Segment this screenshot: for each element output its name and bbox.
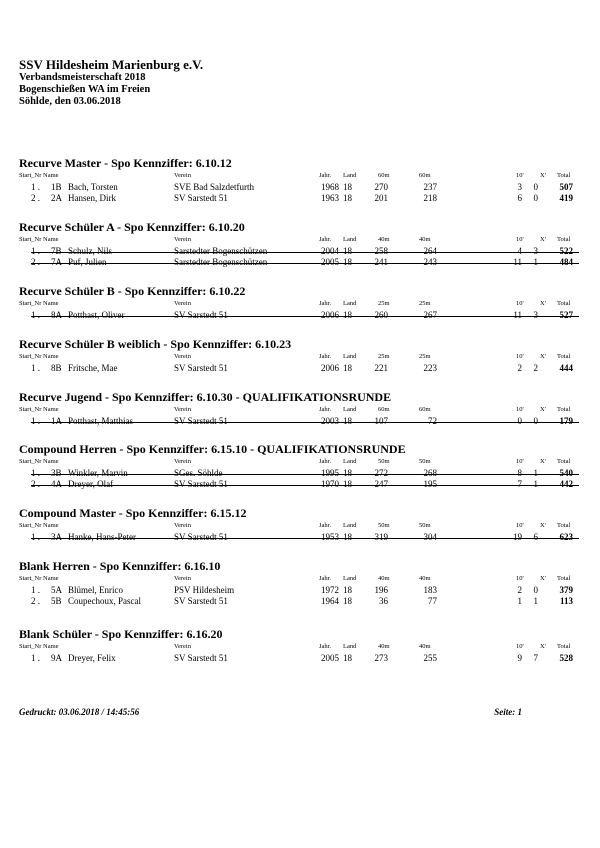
x-count: 0	[533, 193, 538, 203]
total-score: 507	[559, 182, 573, 192]
score-1: 196	[374, 585, 388, 595]
header-jahr: Jahr.	[319, 643, 332, 650]
score-2: 267	[423, 310, 437, 320]
score-2: 218	[423, 193, 437, 203]
score-1: 319	[374, 532, 388, 542]
header-start-nr: Start_Nr	[19, 522, 42, 529]
section-title: Compound Master - Spo Kennziffer: 6.15.12	[19, 506, 247, 520]
region: 18	[343, 257, 352, 267]
header-tens: 10'	[516, 300, 524, 307]
header-distance-2: 40m	[419, 575, 431, 582]
header-tens: 10'	[516, 406, 524, 413]
header-distance-2: 60m	[419, 172, 431, 179]
region: 18	[343, 653, 352, 663]
table-row	[19, 310, 579, 321]
total-score: 522	[559, 246, 573, 256]
rank: 1 .	[31, 653, 40, 663]
header-total: Total	[557, 575, 571, 582]
region: 18	[343, 585, 352, 595]
total-score: 113	[559, 596, 573, 606]
result-section	[19, 626, 579, 664]
header-land: Land	[343, 643, 357, 650]
score-1: 201	[374, 193, 388, 203]
header-x: X'	[540, 300, 546, 307]
x-count: 1	[533, 257, 538, 267]
club: SGes. Söhlde	[174, 468, 223, 478]
score-1: 36	[379, 596, 388, 606]
header-distance-2: 25m	[419, 300, 431, 307]
result-section	[19, 441, 579, 490]
header-name: Name	[43, 353, 59, 360]
tens-count: 1	[517, 596, 522, 606]
region: 18	[343, 468, 352, 478]
rank: 2 .	[31, 596, 40, 606]
start-number: 2A	[51, 193, 62, 203]
column-header-row	[19, 352, 579, 363]
start-number: 3A	[51, 532, 62, 542]
header-distance-1: 60m	[378, 172, 390, 179]
total-score: 484	[559, 257, 573, 267]
header-jahr: Jahr.	[319, 300, 332, 307]
region: 18	[343, 246, 352, 256]
header-start-nr: Start_Nr	[19, 236, 42, 243]
header-total: Total	[557, 236, 571, 243]
x-count: 0	[533, 585, 538, 595]
birth-year: 2006	[321, 363, 339, 373]
x-count: 1	[533, 468, 538, 478]
rank: 1 .	[31, 468, 40, 478]
header-start-nr: Start_Nr	[19, 643, 42, 650]
header-tens: 10'	[516, 575, 524, 582]
score-1: 241	[374, 257, 388, 267]
birth-year: 2006	[321, 310, 339, 320]
header-name: Name	[43, 643, 59, 650]
birth-year: 2004	[321, 246, 339, 256]
athlete-name: Hansen, Dirk	[68, 193, 116, 203]
header-tens: 10'	[516, 236, 524, 243]
club: SV Sarstedt 51	[174, 653, 228, 663]
table-row	[19, 479, 579, 490]
club: SVE Bad Salzdetfurth	[174, 182, 254, 192]
header-name: Name	[43, 406, 59, 413]
club: Sarstedter Bogenschützen	[174, 257, 268, 267]
region: 18	[343, 310, 352, 320]
result-section	[19, 336, 579, 374]
rank: 1 .	[31, 246, 40, 256]
column-header-row	[19, 642, 579, 653]
column-header-row	[19, 405, 579, 416]
club: SV Sarstedt 51	[174, 363, 228, 373]
header-distance-1: 40m	[378, 575, 390, 582]
score-1: 247	[374, 479, 388, 489]
total-score: 527	[559, 310, 573, 320]
result-section	[19, 155, 579, 204]
rank: 1 .	[31, 416, 40, 426]
header-jahr: Jahr.	[319, 353, 332, 360]
header-verein: Verein	[174, 353, 191, 360]
score-2: 243	[423, 257, 437, 267]
discipline-name: Bogenschießen WA im Freien	[19, 84, 151, 95]
club: PSV Hildesheim	[174, 585, 235, 595]
birth-year: 1964	[321, 596, 339, 606]
club: Sarstedter Bogenschützen	[174, 246, 268, 256]
header-tens: 10'	[516, 458, 524, 465]
column-header-row	[19, 457, 579, 468]
score-1: 260	[374, 310, 388, 320]
athlete-name: Hanke, Hans-Peter	[68, 532, 136, 542]
start-number: 5A	[51, 585, 62, 595]
score-2: 183	[423, 585, 437, 595]
header-start-nr: Start_Nr	[19, 300, 42, 307]
table-row	[19, 257, 579, 268]
start-number: 7B	[51, 246, 62, 256]
table-row	[19, 653, 579, 664]
header-name: Name	[43, 172, 59, 179]
tens-count: 0	[517, 416, 522, 426]
total-score: 528	[559, 653, 573, 663]
rank: 2 .	[31, 257, 40, 267]
header-land: Land	[343, 575, 357, 582]
rank: 1 .	[31, 532, 40, 542]
header-distance-1: 50m	[378, 458, 390, 465]
header-verein: Verein	[174, 575, 191, 582]
total-score: 442	[559, 479, 573, 489]
header-tens: 10'	[516, 353, 524, 360]
tens-count: 11	[513, 310, 522, 320]
header-x: X'	[540, 172, 546, 179]
score-2: 72	[428, 416, 437, 426]
birth-year: 2005	[321, 653, 339, 663]
score-1: 273	[374, 653, 388, 663]
header-verein: Verein	[174, 406, 191, 413]
x-count: 3	[533, 246, 538, 256]
region: 18	[343, 363, 352, 373]
header-verein: Verein	[174, 172, 191, 179]
score-2: 223	[423, 363, 437, 373]
tens-count: 3	[517, 182, 522, 192]
x-count: 0	[533, 416, 538, 426]
header-land: Land	[343, 522, 357, 529]
place-date: Söhlde, den 03.06.2018	[19, 96, 121, 107]
header-start-nr: Start_Nr	[19, 353, 42, 360]
birth-year: 1972	[321, 585, 339, 595]
birth-year: 1968	[321, 182, 339, 192]
header-tens: 10'	[516, 522, 524, 529]
total-score: 444	[559, 363, 573, 373]
header-x: X'	[540, 458, 546, 465]
start-number: 1B	[51, 182, 62, 192]
header-distance-1: 50m	[378, 522, 390, 529]
tens-count: 6	[517, 193, 522, 203]
header-start-nr: Start_Nr	[19, 575, 42, 582]
birth-year: 1953	[321, 532, 339, 542]
score-1: 272	[374, 468, 388, 478]
header-distance-2: 50m	[419, 458, 431, 465]
header-name: Name	[43, 458, 59, 465]
header-start-nr: Start_Nr	[19, 406, 42, 413]
header-start-nr: Start_Nr	[19, 172, 42, 179]
score-1: 258	[374, 246, 388, 256]
table-row	[19, 246, 579, 257]
athlete-name: Blümel, Enrico	[68, 585, 123, 595]
tens-count: 7	[517, 479, 522, 489]
table-row	[19, 468, 579, 479]
result-section	[19, 219, 579, 268]
column-header-row	[19, 574, 579, 585]
header-jahr: Jahr.	[319, 406, 332, 413]
header-jahr: Jahr.	[319, 172, 332, 179]
athlete-name: Potthast, Matthias	[68, 416, 133, 426]
score-2: 268	[423, 468, 437, 478]
header-name: Name	[43, 300, 59, 307]
total-score: 540	[559, 468, 573, 478]
column-header-row	[19, 235, 579, 246]
header-x: X'	[540, 643, 546, 650]
header-verein: Verein	[174, 300, 191, 307]
rank: 1 .	[31, 585, 40, 595]
x-count: 6	[533, 532, 538, 542]
header-land: Land	[343, 300, 357, 307]
athlete-name: Potthast, Oliver	[68, 310, 125, 320]
header-distance-2: 25m	[419, 353, 431, 360]
x-count: 1	[533, 596, 538, 606]
header-distance-2: 60m	[419, 406, 431, 413]
x-count: 3	[533, 310, 538, 320]
header-jahr: Jahr.	[319, 575, 332, 582]
header-distance-1: 40m	[378, 643, 390, 650]
score-1: 107	[374, 416, 388, 426]
score-2: 77	[428, 596, 437, 606]
club: SV Sarstedt 51	[174, 416, 228, 426]
header-verein: Verein	[174, 643, 191, 650]
club: SV Sarstedt 51	[174, 479, 228, 489]
total-score: 179	[559, 416, 573, 426]
header-x: X'	[540, 353, 546, 360]
result-section	[19, 558, 579, 607]
club: SV Sarstedt 51	[174, 532, 228, 542]
athlete-name: Fritsche, Mae	[68, 363, 118, 373]
start-number: 5B	[51, 596, 62, 606]
rank: 1 .	[31, 363, 40, 373]
header-land: Land	[343, 406, 357, 413]
section-title: Compound Herren - Spo Kennziffer: 6.15.10 - QUALIFIKATIONSRUNDE	[19, 442, 406, 456]
header-distance-2: 40m	[419, 236, 431, 243]
athlete-name: Winkler, Marvin	[68, 468, 128, 478]
table-row	[19, 596, 579, 607]
header-total: Total	[557, 458, 571, 465]
score-1: 270	[374, 182, 388, 192]
result-section	[19, 389, 579, 427]
header-distance-1: 40m	[378, 236, 390, 243]
rank: 2 .	[31, 479, 40, 489]
athlete-name: Bach, Torsten	[68, 182, 118, 192]
region: 18	[343, 479, 352, 489]
header-name: Name	[43, 575, 59, 582]
birth-year: 1970	[321, 479, 339, 489]
start-number: 4A	[51, 479, 62, 489]
header-tens: 10'	[516, 172, 524, 179]
x-count: 7	[533, 653, 538, 663]
athlete-name: Dreyer, Olaf	[68, 479, 114, 489]
rank: 2 .	[31, 193, 40, 203]
tens-count: 8	[517, 468, 522, 478]
tens-count: 2	[517, 363, 522, 373]
rank: 1 .	[31, 310, 40, 320]
total-score: 419	[559, 193, 573, 203]
header-jahr: Jahr.	[319, 458, 332, 465]
header-total: Total	[557, 172, 571, 179]
table-row	[19, 585, 579, 596]
total-score: 623	[559, 532, 573, 542]
tens-count: 11	[513, 257, 522, 267]
score-1: 221	[374, 363, 388, 373]
header-distance-1: 25m	[378, 300, 390, 307]
score-2: 237	[423, 182, 437, 192]
start-number: 1A	[51, 416, 62, 426]
header-land: Land	[343, 236, 357, 243]
section-title: Recurve Jugend - Spo Kennziffer: 6.10.30 - QUALIFIKATIONSRUNDE	[19, 390, 392, 404]
birth-year: 2005	[321, 257, 339, 267]
athlete-name: Puf, Julien	[68, 257, 107, 267]
start-number: 8A	[51, 310, 62, 320]
printed-timestamp: Gedruckt: 03.06.2018 / 14:45:56	[19, 707, 140, 717]
score-2: 304	[423, 532, 437, 542]
region: 18	[343, 532, 352, 542]
header-x: X'	[540, 406, 546, 413]
region: 18	[343, 416, 352, 426]
header-start-nr: Start_Nr	[19, 458, 42, 465]
start-number: 9A	[51, 653, 62, 663]
birth-year: 1995	[321, 468, 339, 478]
table-row	[19, 416, 579, 427]
result-section	[19, 505, 579, 543]
header-name: Name	[43, 236, 59, 243]
region: 18	[343, 596, 352, 606]
header-total: Total	[557, 300, 571, 307]
header-verein: Verein	[174, 236, 191, 243]
club: SV Sarstedt 51	[174, 193, 228, 203]
column-header-row	[19, 521, 579, 532]
start-number: 7A	[51, 257, 62, 267]
header-verein: Verein	[174, 522, 191, 529]
tens-count: 9	[517, 653, 522, 663]
header-total: Total	[557, 406, 571, 413]
header-tens: 10'	[516, 643, 524, 650]
section-title: Blank Herren - Spo Kennziffer: 6.16.10	[19, 559, 221, 573]
header-total: Total	[557, 643, 571, 650]
club: SV Sarstedt 51	[174, 596, 228, 606]
region: 18	[343, 193, 352, 203]
x-count: 0	[533, 182, 538, 192]
section-title: Recurve Master - Spo Kennziffer: 6.10.12	[19, 156, 232, 170]
result-section	[19, 283, 579, 321]
section-title: Blank Schüler - Spo Kennziffer: 6.16.20	[19, 627, 223, 641]
header-distance-1: 25m	[378, 353, 390, 360]
total-score: 379	[559, 585, 573, 595]
club: SV Sarstedt 51	[174, 310, 228, 320]
header-distance-2: 40m	[419, 643, 431, 650]
header-name: Name	[43, 522, 59, 529]
athlete-name: Dreyer, Felix	[68, 653, 116, 663]
table-row	[19, 532, 579, 543]
birth-year: 2003	[321, 416, 339, 426]
table-row	[19, 363, 579, 374]
header-x: X'	[540, 575, 546, 582]
athlete-name: Coupechoux, Pascal	[68, 596, 141, 606]
page-number: Seite: 1	[494, 707, 522, 717]
club-name: SSV Hildesheim Marienburg e.V.	[19, 57, 204, 72]
header-total: Total	[557, 522, 571, 529]
start-number: 3B	[51, 468, 62, 478]
header-distance-1: 60m	[378, 406, 390, 413]
header-jahr: Jahr.	[319, 522, 332, 529]
header-x: X'	[540, 236, 546, 243]
event-name: Verbandsmeisterschaft 2018	[19, 72, 146, 83]
header-x: X'	[540, 522, 546, 529]
score-2: 255	[423, 653, 437, 663]
x-count: 1	[533, 479, 538, 489]
document-header	[19, 57, 203, 108]
section-title: Recurve Schüler A - Spo Kennziffer: 6.10.20	[19, 220, 245, 234]
region: 18	[343, 182, 352, 192]
score-2: 195	[423, 479, 437, 489]
athlete-name: Schulz, Nils	[68, 246, 112, 256]
header-land: Land	[343, 458, 357, 465]
header-distance-2: 50m	[419, 522, 431, 529]
header-land: Land	[343, 172, 357, 179]
section-title: Recurve Schüler B - Spo Kennziffer: 6.10.22	[19, 284, 246, 298]
table-row	[19, 193, 579, 204]
header-jahr: Jahr.	[319, 236, 332, 243]
table-row	[19, 182, 579, 193]
x-count: 2	[533, 363, 538, 373]
start-number: 8B	[51, 363, 62, 373]
header-land: Land	[343, 353, 357, 360]
header-total: Total	[557, 353, 571, 360]
rank: 1 .	[31, 182, 40, 192]
tens-count: 19	[513, 532, 522, 542]
column-header-row	[19, 171, 579, 182]
column-header-row	[19, 299, 579, 310]
tens-count: 2	[517, 585, 522, 595]
section-title: Recurve Schüler B weiblich - Spo Kennziffer: 6.10.23	[19, 337, 292, 351]
header-verein: Verein	[174, 458, 191, 465]
birth-year: 1963	[321, 193, 339, 203]
score-2: 264	[423, 246, 437, 256]
tens-count: 4	[517, 246, 522, 256]
